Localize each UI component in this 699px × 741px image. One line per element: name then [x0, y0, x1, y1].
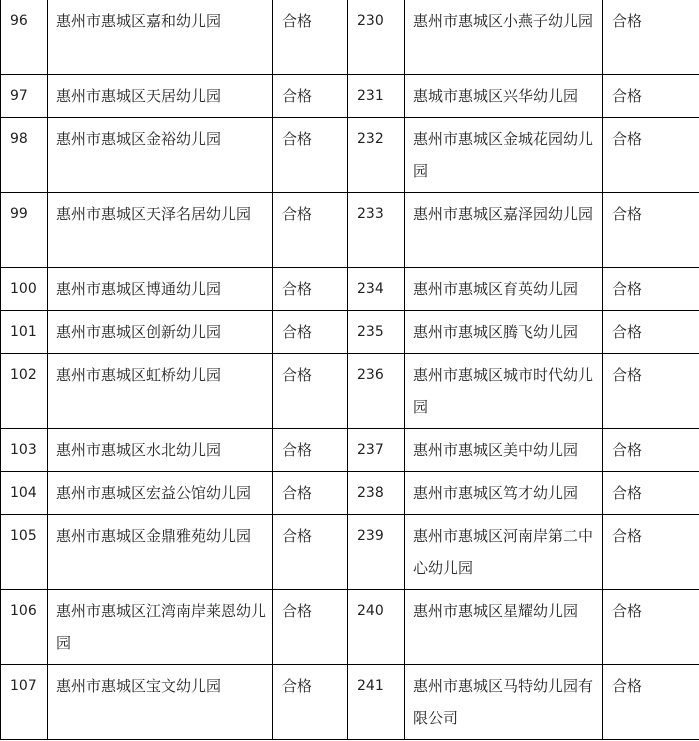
left-serial-number: 97: [1, 75, 48, 118]
left-kindergarten-name: 惠州市惠城区博通幼儿园: [48, 268, 273, 311]
right-kindergarten-name: 惠州市惠城区小燕子幼儿园: [405, 0, 603, 75]
left-serial-number: 103: [1, 429, 48, 472]
right-serial-number: 233: [348, 193, 405, 268]
right-kindergarten-name: 惠州市惠城区金城花园幼儿园: [405, 118, 603, 193]
right-serial-number: 241: [348, 665, 405, 740]
table-row: [1, 354, 699, 429]
right-result: 合格: [603, 118, 699, 193]
right-result: 合格: [603, 515, 699, 590]
right-result: 合格: [603, 193, 699, 268]
right-serial-number: 231: [348, 75, 405, 118]
table-row: [1, 75, 699, 118]
right-serial-number: 235: [348, 311, 405, 354]
right-serial-number: 234: [348, 268, 405, 311]
left-serial-number: 106: [1, 590, 48, 665]
left-result: 合格: [273, 354, 348, 429]
left-kindergarten-name: 惠州市惠城区水北幼儿园: [48, 429, 273, 472]
table-row: [1, 472, 699, 515]
left-serial-number: 99: [1, 193, 48, 268]
left-result: 合格: [273, 193, 348, 268]
right-serial-number: 240: [348, 590, 405, 665]
right-result: 合格: [603, 472, 699, 515]
left-result: 合格: [273, 268, 348, 311]
left-kindergarten-name: 惠州市惠城区创新幼儿园: [48, 311, 273, 354]
right-serial-number: 236: [348, 354, 405, 429]
table-row: [1, 429, 699, 472]
left-kindergarten-name: 惠州市惠城区天泽名居幼儿园: [48, 193, 273, 268]
left-result: 合格: [273, 75, 348, 118]
left-serial-number: 100: [1, 268, 48, 311]
right-result: 合格: [603, 354, 699, 429]
left-serial-number: 96: [1, 0, 48, 75]
left-result: 合格: [273, 0, 348, 75]
left-kindergarten-name: 惠州市惠城区宝文幼儿园: [48, 665, 273, 740]
left-kindergarten-name: 惠州市惠城区金鼎雅苑幼儿园: [48, 515, 273, 590]
right-serial-number: 238: [348, 472, 405, 515]
table-row: [1, 311, 699, 354]
left-serial-number: 105: [1, 515, 48, 590]
left-serial-number: 98: [1, 118, 48, 193]
left-kindergarten-name: 惠州市惠城区嘉和幼儿园: [48, 0, 273, 75]
table-row: [1, 268, 699, 311]
left-result: 合格: [273, 429, 348, 472]
right-kindergarten-name: 惠城市惠城区兴华幼儿园: [405, 75, 603, 118]
right-result: 合格: [603, 0, 699, 75]
left-result: 合格: [273, 515, 348, 590]
left-result: 合格: [273, 590, 348, 665]
left-result: 合格: [273, 665, 348, 740]
left-serial-number: 101: [1, 311, 48, 354]
right-result: 合格: [603, 429, 699, 472]
left-serial-number: 102: [1, 354, 48, 429]
right-serial-number: 232: [348, 118, 405, 193]
left-kindergarten-name: 惠州市惠城区宏益公馆幼儿园: [48, 472, 273, 515]
right-kindergarten-name: 惠州市惠城区育英幼儿园: [405, 268, 603, 311]
left-serial-number: 104: [1, 472, 48, 515]
right-kindergarten-name: 惠州市惠城区马特幼儿园有限公司: [405, 665, 603, 740]
left-result: 合格: [273, 472, 348, 515]
right-serial-number: 237: [348, 429, 405, 472]
left-kindergarten-name: 惠州市惠城区天居幼儿园: [48, 75, 273, 118]
right-serial-number: 230: [348, 0, 405, 75]
right-result: 合格: [603, 311, 699, 354]
left-result: 合格: [273, 311, 348, 354]
left-kindergarten-name: 惠州市惠城区虹桥幼儿园: [48, 354, 273, 429]
table-row: [1, 590, 699, 665]
left-kindergarten-name: 惠州市惠城区金裕幼儿园: [48, 118, 273, 193]
left-kindergarten-name: 惠州市惠城区江湾南岸莱恩幼儿园: [48, 590, 273, 665]
right-kindergarten-name: 惠州市惠城区河南岸第二中心幼儿园: [405, 515, 603, 590]
right-kindergarten-name: 惠州市惠城区笃才幼儿园: [405, 472, 603, 515]
right-kindergarten-name: 惠州市惠城区城市时代幼儿园: [405, 354, 603, 429]
right-kindergarten-name: 惠州市惠城区美中幼儿园: [405, 429, 603, 472]
right-serial-number: 239: [348, 515, 405, 590]
table-row: [1, 193, 699, 268]
right-kindergarten-name: 惠州市惠城区星耀幼儿园: [405, 590, 603, 665]
table-row: [1, 0, 699, 75]
left-serial-number: 107: [1, 665, 48, 740]
table-row: [1, 665, 699, 740]
right-result: 合格: [603, 665, 699, 740]
table-row: [1, 515, 699, 590]
right-kindergarten-name: 惠州市惠城区腾飞幼儿园: [405, 311, 603, 354]
table-row: [1, 118, 699, 193]
right-kindergarten-name: 惠州市惠城区嘉泽园幼儿园: [405, 193, 603, 268]
left-result: 合格: [273, 118, 348, 193]
right-result: 合格: [603, 590, 699, 665]
right-result: 合格: [603, 268, 699, 311]
right-result: 合格: [603, 75, 699, 118]
